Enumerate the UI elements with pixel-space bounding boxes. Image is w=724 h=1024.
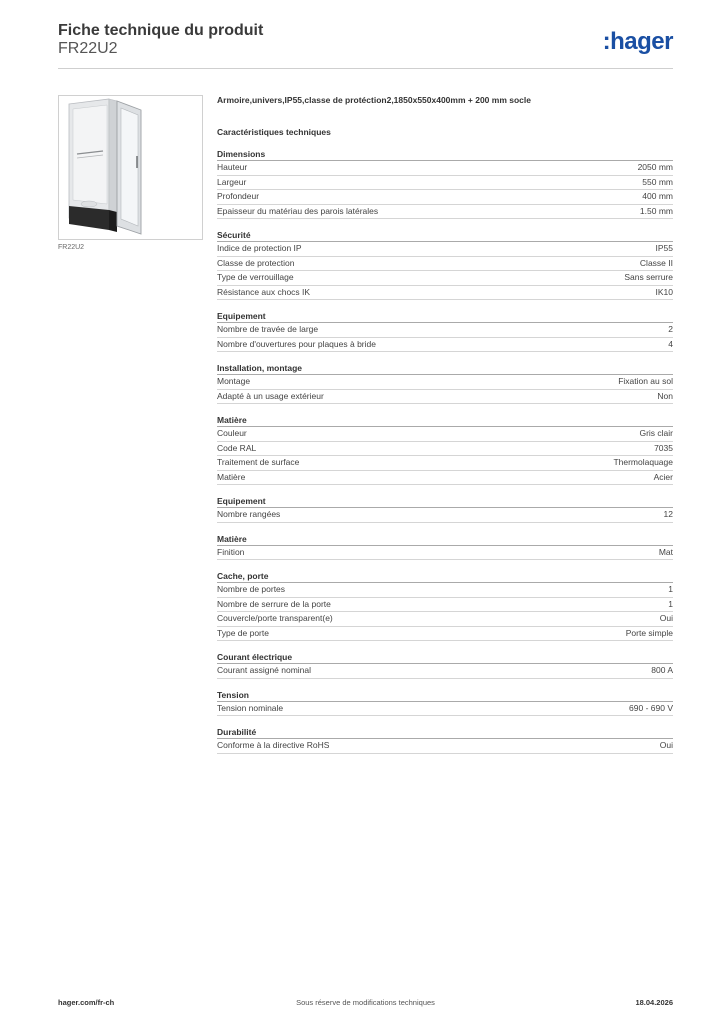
spec-group — [217, 689, 673, 717]
spec-value: 12 — [663, 509, 673, 519]
spec-group-title: Matière — [217, 414, 673, 427]
spec-row — [217, 176, 673, 191]
logo-wordmark: hager — [610, 28, 673, 55]
spec-row — [217, 612, 673, 627]
spec-row — [217, 627, 673, 642]
spec-row — [217, 739, 673, 754]
spec-value: Fixation au sol — [618, 376, 673, 386]
footer-notice: Sous réserve de modifications techniques — [296, 998, 435, 1007]
spec-row — [217, 546, 673, 561]
spec-label: Profondeur — [217, 191, 260, 201]
spec-label: Type de porte — [217, 627, 269, 638]
spec-group-title: Installation, montage — [217, 362, 673, 375]
spec-label: Nombre rangées — [217, 509, 281, 519]
spec-row — [217, 323, 673, 338]
spec-row — [217, 702, 673, 717]
logo-dots-icon: : — [602, 28, 611, 55]
spec-row — [217, 205, 673, 220]
spec-label: Nombre de travée de large — [217, 324, 319, 334]
spec-group — [217, 362, 673, 404]
spec-value: Oui — [659, 740, 673, 750]
spec-value: 7035 — [654, 442, 673, 453]
spec-row — [217, 664, 673, 679]
cabinet-illustration — [59, 96, 202, 239]
spec-label: Classe de protection — [217, 257, 295, 268]
spec-value: 1.50 mm — [639, 205, 673, 216]
spec-value: 800 A — [651, 665, 673, 675]
spec-value: 690 - 690 V — [629, 702, 673, 713]
image-caption: FR22U2 — [58, 244, 85, 251]
spec-value: 1 — [668, 584, 673, 594]
spec-value: Oui — [659, 613, 673, 623]
spec-value: 400 mm — [642, 191, 673, 201]
spec-group-title: Cache, porte — [217, 570, 673, 583]
product-image — [58, 95, 203, 240]
characteristics-groups — [217, 148, 673, 754]
spec-label: Code RAL — [217, 442, 257, 453]
spec-row — [217, 583, 673, 598]
header-divider — [58, 68, 673, 69]
spec-row — [217, 471, 673, 486]
spec-label: Nombre d'ouvertures pour plaques à bride — [217, 338, 376, 349]
spec-group-title: Matière — [217, 533, 673, 546]
page-header — [58, 20, 673, 70]
spec-row — [217, 427, 673, 442]
spec-row — [217, 390, 673, 405]
spec-value: Mat — [658, 546, 673, 557]
spec-value: Thermolaquage — [613, 457, 673, 467]
spec-label: Type de verrouillage — [217, 272, 294, 282]
spec-label: Résistance aux chocs IK — [217, 286, 311, 297]
spec-label: Couvercle/porte transparent(e) — [217, 613, 333, 623]
spec-label: Indice de protection IP — [217, 243, 302, 253]
spec-group — [217, 495, 673, 523]
spec-label: Tension nominale — [217, 702, 284, 713]
spec-value: Porte simple — [625, 627, 673, 638]
spec-label: Couleur — [217, 428, 247, 438]
characteristics-heading: Caractéristiques techniques — [217, 127, 331, 137]
spec-value: Gris clair — [639, 428, 673, 438]
spec-row — [217, 161, 673, 176]
spec-value: Non — [657, 390, 673, 401]
datasheet-content — [217, 95, 673, 764]
spec-label: Conforme à la directive RoHS — [217, 740, 330, 750]
spec-row — [217, 456, 673, 471]
footer-website-link[interactable]: hager.com/fr-ch — [58, 998, 115, 1007]
footer-date: 18.04.2026 — [635, 998, 673, 1007]
spec-label: Nombre de serrure de la porte — [217, 598, 331, 609]
spec-label: Matière — [217, 471, 246, 482]
spec-value: Classe II — [639, 257, 673, 268]
spec-label: Nombre de portes — [217, 584, 286, 594]
product-description: Armoire,univers,IP55,classe de protéction2,1850x550x400mm + 200 mm socle — [217, 95, 531, 105]
spec-label: Epaisseur du matériau des parois latérales — [217, 205, 379, 216]
spec-row — [217, 338, 673, 353]
spec-group — [217, 726, 673, 754]
page-title: Fiche technique du produit — [58, 22, 264, 39]
spec-row — [217, 508, 673, 523]
spec-row — [217, 286, 673, 301]
spec-value: 4 — [668, 338, 673, 349]
spec-label: Montage — [217, 376, 251, 386]
spec-group — [217, 533, 673, 561]
spec-group-title: Equipement — [217, 495, 673, 508]
spec-label: Adapté à un usage extérieur — [217, 390, 324, 401]
spec-label: Largeur — [217, 176, 247, 187]
spec-row — [217, 598, 673, 613]
spec-group — [217, 148, 673, 219]
spec-group-title: Equipement — [217, 310, 673, 323]
spec-group-title: Durabilité — [217, 726, 673, 739]
spec-label: Courant assigné nominal — [217, 665, 312, 675]
spec-row — [217, 257, 673, 272]
spec-value: 2 — [668, 324, 673, 334]
spec-group-title: Courant électrique — [217, 651, 673, 664]
hager-logo — [603, 28, 673, 56]
spec-label: Traitement de surface — [217, 457, 300, 467]
spec-group — [217, 229, 673, 300]
spec-row — [217, 271, 673, 286]
spec-group — [217, 651, 673, 679]
spec-group-title: Sécurité — [217, 229, 673, 242]
spec-value: 550 mm — [642, 176, 673, 187]
spec-group-title: Dimensions — [217, 148, 673, 161]
spec-value: IP55 — [655, 243, 673, 253]
spec-group — [217, 570, 673, 641]
spec-row — [217, 242, 673, 257]
spec-value: IK10 — [655, 286, 673, 297]
spec-group — [217, 414, 673, 485]
spec-group — [217, 310, 673, 352]
spec-value: Sans serrure — [624, 272, 673, 282]
product-reference: FR22U2 — [58, 40, 118, 57]
spec-value: 1 — [668, 598, 673, 609]
spec-label: Hauteur — [217, 162, 248, 172]
spec-row — [217, 375, 673, 390]
spec-label: Finition — [217, 546, 245, 557]
spec-group-title: Tension — [217, 689, 673, 702]
page-footer — [58, 998, 673, 1012]
spec-value: Acier — [653, 471, 673, 482]
spec-value: 2050 mm — [637, 162, 673, 172]
spec-row — [217, 190, 673, 205]
spec-row — [217, 442, 673, 457]
